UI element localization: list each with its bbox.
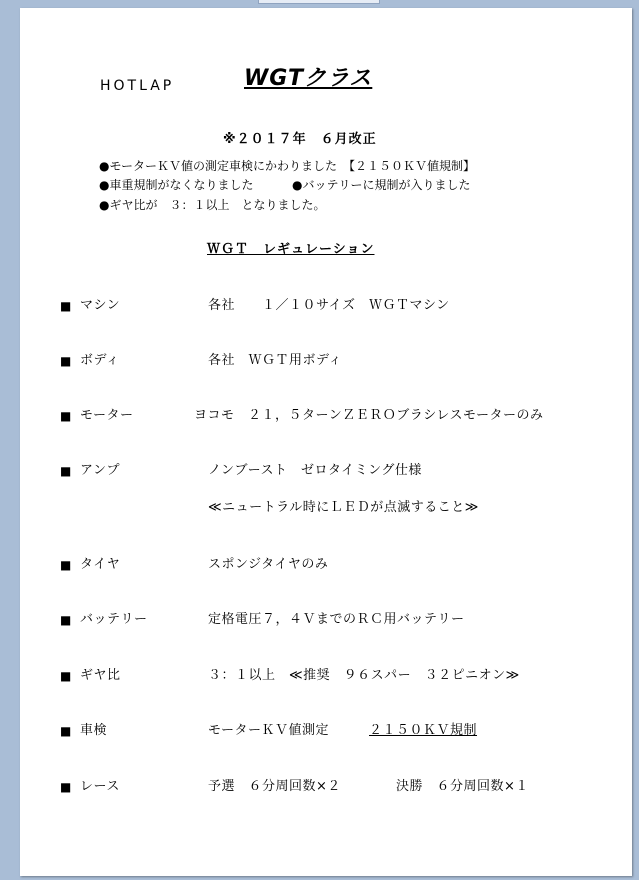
bullet-inspection: ■ [60, 724, 72, 738]
bullet-gear: ■ [60, 669, 72, 683]
rule-label-amp: アンプ [80, 463, 120, 478]
note-battery-rule: ●バッテリーに規制が入りました [292, 178, 471, 192]
regulation-heading: ＷＧＴ レギュレーション [207, 242, 375, 257]
rule-label-motor: モーター [80, 408, 134, 423]
bullet-amp: ■ [60, 464, 72, 478]
revision-note: ※２０１７年 ６月改正 [223, 132, 377, 147]
window-top-tab [258, 0, 380, 4]
rule-value-machine: 各社 １／１０サイズ ＷＧＴマシン [208, 298, 450, 313]
bullet-body: ■ [60, 354, 72, 368]
rule-value-amp-led: ≪ニュートラル時にＬＥＤが点滅すること≫ [208, 500, 479, 515]
rule-value-qualifying: 予選 ６分周回数×２ [208, 779, 341, 794]
bullet-machine: ■ [60, 299, 72, 313]
document-page [20, 8, 632, 876]
rule-label-race: レース [80, 779, 120, 794]
rule-label-body: ボディ [80, 353, 120, 368]
bullet-motor: ■ [60, 409, 72, 423]
bullet-tire: ■ [60, 558, 72, 572]
rule-label-tire: タイヤ [80, 557, 121, 572]
rule-value-motor: ヨコモ ２１，５ターンＺＥＲＯブラシレスモーターのみ [194, 408, 544, 423]
rule-value-inspection: モーターＫＶ値測定 [208, 723, 329, 738]
rule-value-kv-limit: ２１５０ＫＶ規制 [369, 723, 478, 738]
note-weight-removed: ●車重規制がなくなりました [99, 178, 254, 192]
note-gear-ratio: ●ギヤ比が ３：１以上 となりました。 [99, 198, 326, 212]
rule-label-gear: ギヤ比 [80, 668, 121, 683]
class-title: WGTクラス [244, 66, 373, 91]
bullet-race: ■ [60, 780, 72, 794]
bullet-battery: ■ [60, 613, 72, 627]
rule-label-inspection: 車検 [80, 723, 108, 738]
note-kv-measurement: ●モーターＫＶ値の測定車検にかわりました 【２１５０ＫＶ値規制】 [99, 159, 475, 173]
rule-value-body: 各社 ＷＧＴ用ボディ [208, 353, 342, 368]
rule-value-gear: ３：１以上 ≪推奨 ９６スパー ３２ピニオン≫ [208, 668, 520, 683]
rule-value-tire: スポンジタイヤのみ [208, 557, 329, 572]
rule-value-amp: ノンブースト ゼロタイミング仕様 [208, 463, 422, 478]
brand-title: HOTLAP [100, 78, 175, 94]
rule-label-machine: マシン [80, 298, 121, 313]
rule-label-battery: バッテリー [80, 612, 148, 627]
rule-value-battery: 定格電圧７，４ＶまでのＲＣ用バッテリー [208, 612, 465, 627]
rule-value-final: 決勝 ６分周回数×１ [396, 779, 529, 794]
